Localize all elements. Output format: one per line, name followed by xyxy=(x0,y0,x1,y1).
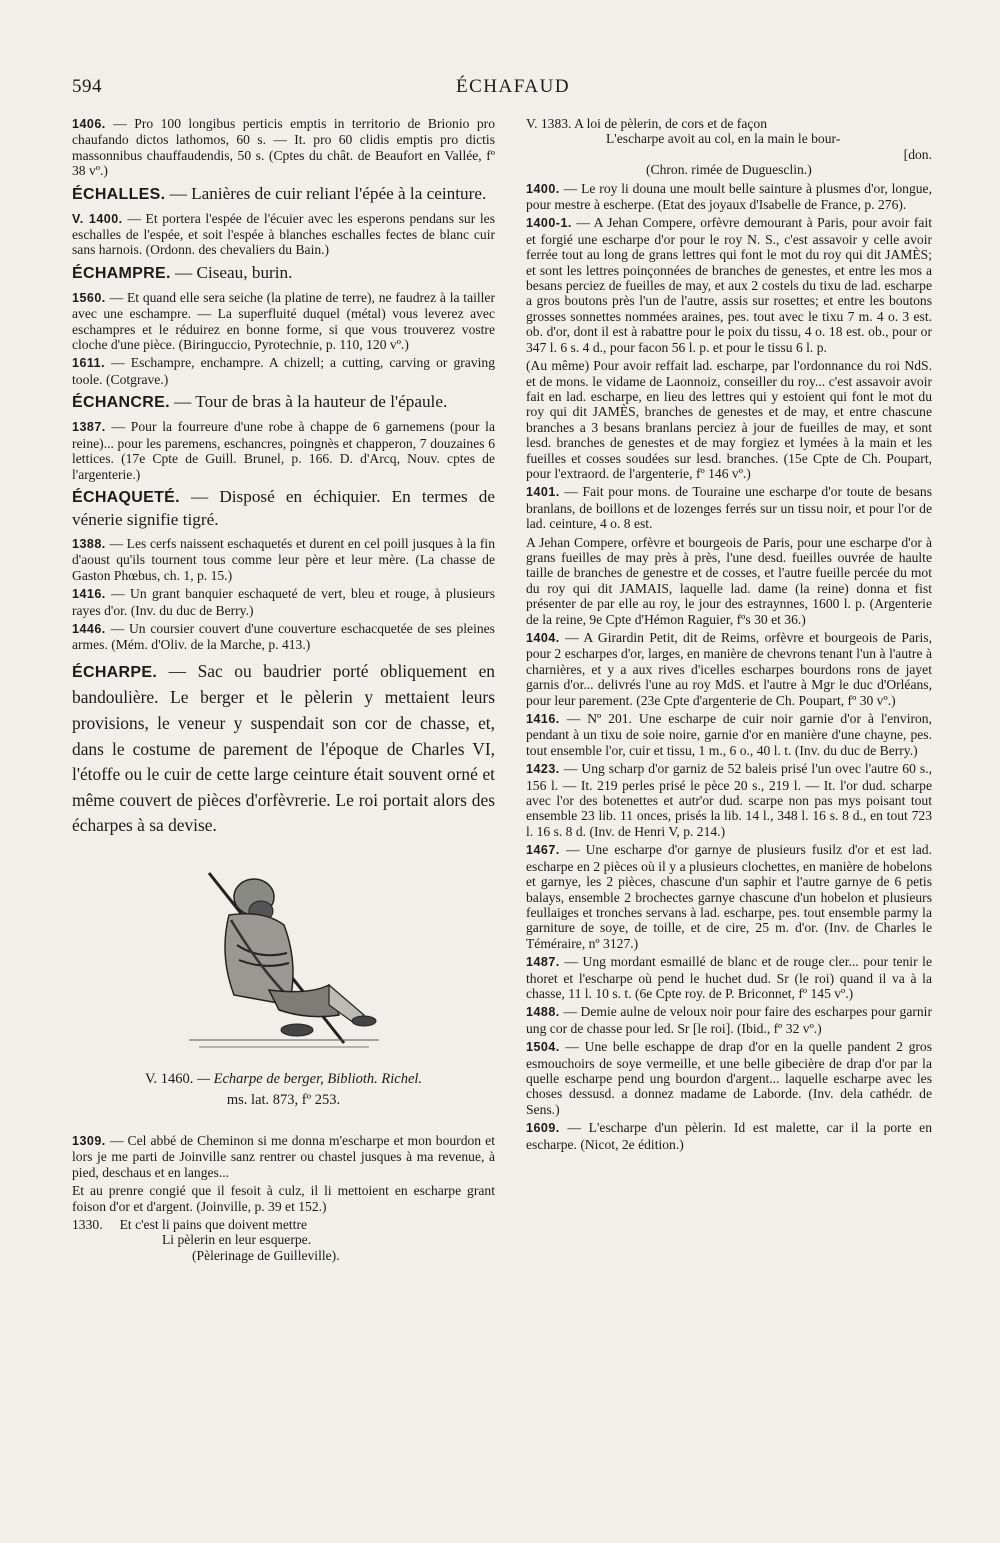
entry-text: — Fait pour mons. de Touraine une escharpe d'or toute de besans branlans, de boillons et de lozenges ferrés sur un tissu noir, et pour l'or de lad. ceinture, 4 o. 8 est. xyxy=(526,484,933,532)
entry-text: — Pour la fourreure d'une robe à chappe de 6 garnemens (pour la reine)... pour les paremens, eschancres, poingnès et chapperon, 7 douzaines 6 lettices. (17e Cpte de Guill. Brunel, p. 166. D. d'Arcq, Nouv. cptes de l'argenterie.) xyxy=(72,419,495,482)
entry-v1400 xyxy=(72,211,495,258)
entry-year: V. 1383. xyxy=(526,116,572,131)
page-number: 594 xyxy=(72,76,102,97)
verse-line: Li pèlerin en leur esquerpe. xyxy=(162,1232,312,1248)
left-column xyxy=(72,116,495,1266)
entry-1309 xyxy=(72,1133,495,1180)
entry-year: 1416. xyxy=(526,712,560,727)
headword-echarpe xyxy=(72,659,495,839)
entry-year: 1387. xyxy=(72,420,106,435)
entry-1488 xyxy=(526,1004,932,1036)
entry-1416-right xyxy=(526,711,932,758)
entry-year: V. 1400. xyxy=(72,211,123,226)
entry-1560 xyxy=(72,290,495,353)
entry-year: 1467. xyxy=(526,843,560,858)
entry-text: — A Jehan Compere, orfèvre demourant à Paris, pour avoir fait et forgié une escharpe d'or pour le roy N. S., c'est assavoir y celle avoir ferrée tout au long de grans lettres qui font le mot du roy qui dit JAMÈS; et sont les lettres poinçonnées de branches de genestes, et entre les mos a besans perciez de fueilles de may, et aux 2 costels du tixu de lad. escharpe a gros boutons près l'un de l'autre, assis sur rosettes; et entre les boutons grosses sonnettes nommées araines, pes. tout avec le tixu 7 m. 4 o. 3 est. ob. d'or, dont il est à rabattre pour le poix du tissu, 4 o. 18 est. ob., pour or 347 l. 6 s. 4 d., pour facon 56 l. p. et pour le tissu 6 l. p. xyxy=(526,215,932,355)
entry-year: 1309. xyxy=(72,1133,106,1148)
headword-definition: — Sac ou baudrier porté obliquement en bandoulière. Le berger et le pèlerin y mettaient leurs provisions, le veneur y suspendait son cor de chasse, et, dans le costume de parement de l'époque de Charles VI, l'étoffe ou le cuir de cette large ceinture était souvent orné et même couvert de pièces d'orfèvrerie. Le roi portait alors des écharpes à sa devise. xyxy=(72,660,495,836)
entry-1446 xyxy=(72,621,495,653)
entry-1401-continued xyxy=(526,535,932,627)
entry-text: — Eschampre, enchampre. A chizell; a cutting, carving or graving toole. (Cotgrave.) xyxy=(72,355,495,387)
entry-text: — Demie aulne de veloux noir pour faire des escharpes pour garnir ung cor de chasse pour led. Sr [le roi]. (Ibid., fº 32 vº.) xyxy=(526,1004,932,1036)
verse-line xyxy=(526,116,932,131)
entry-text: — Et portera l'espée de l'écuier avec les esperons pendans sur les eschalles de l'espée, et soit l'espée à blanches eschalles fectes de blanc cuir sans harnois. (Ordonn. des chevaliers du Bain.) xyxy=(72,210,495,258)
entry-1401 xyxy=(526,484,932,531)
verse-line: L'escharpe avoit au col, en la main le bour- xyxy=(606,131,841,147)
headword-echancre xyxy=(72,391,495,414)
entry-text: — Pro 100 longibus perticis emptis in territorio de Brionio pro chaufando dictos lathomos, 60 s. — It. pro 60 clidis emptis pro dictis massonnibus chauffaudendis, 50 s. (Cptes du chât. de Beaufort en Vallée, fº 38 vº.) xyxy=(72,116,495,179)
verse-source: (Pèlerinage de Guilleville). xyxy=(192,1247,340,1263)
headword-echampre xyxy=(72,262,495,285)
entry-text: — Une belle eschappe de drap d'or en la quelle pandent 2 gros esmouchoirs de soye vermeille, et une belle gibecière de drap d'or par la quelle escharpe pend ung bourdon d'argent... laquelle escharpe avec les choses dessusd. a donnez madame de Laborde. (Inv. dela cathédr. de Sens.) xyxy=(526,1039,932,1117)
shepherd-illustration xyxy=(72,865,495,1111)
entry-text: — Un coursier couvert d'une couverture eschacquetée de ses pleines armes. (Mém. d'Oliv. de la Marche, p. 413.) xyxy=(72,620,495,653)
headword-term: ÉCHANCRE. xyxy=(72,394,170,412)
headword-definition: — Lanières de cuir reliant l'épée à la ceinture. xyxy=(169,183,487,203)
entry-1404 xyxy=(526,630,932,708)
entry-text: — Ung mordant esmaillé de blanc et de rouge cler... pour tenir le thoret et l'escharpe où pend le huchet dud. Sr (le roi) quand il va à la chasse, 11 l. 10 s. t. (6e Cpte roy. de P. Briconnet, fº 145 vº.) xyxy=(526,954,932,1001)
caption-year: V. 1460. xyxy=(144,1070,194,1087)
headword-echalles xyxy=(72,183,495,206)
verse-line: [don. xyxy=(903,146,932,162)
entry-text: — Et quand elle sera seiche (la platine de terre), ne faudrez à la tailler avec une eschampre. — La superfluité duquel (métal) vous leverez avec eschampres et le réduirez en bonne forme, si que vous trouverez vostre cloche d'une pièce. (Biringuccio, Pyrotechnie, p. 110, 120 vº.) xyxy=(72,289,495,353)
entry-1423 xyxy=(526,761,932,839)
headword-definition: — Disposé en échiquier. En termes de vénerie signifie tigré. xyxy=(72,486,495,529)
entry-1400-1 xyxy=(526,215,932,355)
entry-year: 1609. xyxy=(526,1121,560,1136)
entry-text: — Le roy li douna une moult belle sainture à plusmes d'or, longue, pour mestre à escherpe. (Etat des joyaux d'Isabelle de France, p. 276). xyxy=(526,180,932,213)
entry-year: 1416. xyxy=(72,587,106,602)
entry-text: — L'escharpe d'un pèlerin. Id est malette, car il la porte en escharpe. (Nicot, 2e édition.) xyxy=(526,1120,932,1152)
entry-1611 xyxy=(72,355,495,387)
entry-text: — Une escharpe d'or garnye de plusieurs fusilz d'or et est lad. escharpe en 2 pièces où il y a plusieurs clochettes, en manière de hobelons et garnye, les 2 pièces, chascune d'un saphir et l'autre garnye de 6 petis balays, ensemble 2 brochectes garnye chascune d'un hobelon et plusieurs feullaiges et tronches servans à lad. escharpe, pes. tout ensemble parmy la garniture de soye, de toille, et de cire, 25 m. d'or. (Inv. de Charles le Téméraire, nº 3127.) xyxy=(526,842,932,951)
entry-text: Et au prenre congié que il fesoit à culz, il li mettoient en escharpe grant foison d'or et d'argent. (Joinville, p. 39 et 152.) xyxy=(72,1183,495,1214)
entry-year: 1423. xyxy=(526,762,560,777)
right-column xyxy=(526,116,932,1155)
verse-text: A loi de pèlerin, de cors et de façon xyxy=(574,116,767,131)
entry-1609 xyxy=(526,1120,932,1152)
entry-year: 1487. xyxy=(526,955,560,970)
entry-year: 1400-1. xyxy=(526,216,572,231)
entry-year: 1388. xyxy=(72,536,106,551)
entry-year: 1560. xyxy=(72,290,106,305)
entry-1388 xyxy=(72,536,495,583)
headword-term: ÉCHAQUETÉ. xyxy=(72,488,180,506)
entry-v1383 xyxy=(526,116,932,178)
caption-line-2: ms. lat. 873, fº 253. xyxy=(226,1091,341,1108)
shepherd-engraving xyxy=(179,865,389,1055)
entry-year: 1400. xyxy=(526,181,560,196)
entry-year: 1504. xyxy=(526,1040,560,1055)
entry-year: 1330. xyxy=(72,1216,103,1232)
entry-1504 xyxy=(526,1039,932,1117)
entry-year: 1404. xyxy=(526,631,560,645)
entry-year: 1611. xyxy=(72,356,106,371)
verse-line xyxy=(72,1217,495,1232)
entry-text: — Ung scharp d'or garniz de 52 baleis prisé l'un ovec l'autre 60 s., 156 l. — It. 219 perles prisé le pèce 20 s., 219 l. — It. l'or dud. scharpe avec l'or des botenettes et autr'or dud. scarpe non pas mys poisant tout ensemble 23 lib. 11 onces, prisés la lib. 14 l., 348 l. 16 s. 8 d., en tout 723 l. 16 s. 8 d. (Inv. de Henri V, p. 214.) xyxy=(526,761,932,839)
entry-text: — A Girardin Petit, dit de Reims, orfèvre et bourgeois de Paris, pour 2 escharpes d'or, larges, en manière de chevrons tenant l'un à l'autre à charnières, et y a aux rives d'icelles escharpes bourdons rons de jayet garnis d'or... delivrés l'une au roy MdS. et l'autre à Mgr le duc d'Orléans, pour leur parement. (23e Cpte d'argenterie de Ch. Poupart, fº 30 vº.) xyxy=(526,630,932,708)
headword-echaquete xyxy=(72,486,495,531)
entry-year: 1446. xyxy=(72,621,106,636)
entry-1330 xyxy=(72,1217,495,1263)
entry-1400 xyxy=(526,181,932,213)
entry-1416-left xyxy=(72,586,495,618)
headword-term: ÉCHARPE. xyxy=(72,663,158,681)
entry-text: — Nº 201. Une escharpe de cuir noir garnie d'or à l'environ, pendant à un tixu de soie noire, garnie d'or en manière d'une chayne, pes. tout ensemble l'or, cuir et tissu, 1 m., 6 o., 40 l. t. (Inv. du duc de Berry.) xyxy=(526,711,932,758)
entry-1406 xyxy=(72,116,495,179)
entry-1309-continued xyxy=(72,1183,495,1214)
headword-definition: — Tour de bras à la hauteur de l'épaule. xyxy=(174,392,448,412)
figure-caption xyxy=(72,1069,495,1111)
entry-text: A Jehan Compere, orfèvre et bourgeois de Paris, pour une escharpe d'or à grans fueilles de may près à près, l'une desd. fueilles ouvrée de haulte taille de branches de genestre et de cosses, et l'autre fueille percée du mot du roy qui dit JAMAIS, laquelle lad. dame (la reine) donna et fist présenter de par elle au roy, le jour des estraynnes, 1600 l. p. (Argenterie de la reine, 9e Cpte d'Hémon Raguier, fºs 30 et 36.) xyxy=(526,534,932,627)
entry-year: 1406. xyxy=(72,117,106,131)
headword-term: ÉCHALLES. xyxy=(72,185,166,203)
entry-1487 xyxy=(526,954,932,1001)
verse-text: Et c'est li pains que doivent mettre xyxy=(119,1216,308,1232)
entry-year: 1401. xyxy=(526,485,560,500)
entry-text: — Les cerfs naissent eschaquetés et durent en cel poill jusques à la fin d'aoust qu'ils tournent tous comme leur père et leur mère. (La chasse de Gaston Phœbus, ch. 1, p. 15.) xyxy=(72,535,495,583)
entry-text: (Au même) Pour avoir reffait lad. escharpe, par l'ordonnance du roi NdS. et de mons. le vidame de Laonnoiz, conseiller du roy... c'est assavoir avoir fait en lad. escharpe, en lieu des lettres qui y estoient qui font le mot du roy qui dit JAMÈS, branches de genestes et de may, et entre chascune branches a 3 besans branlans perciez à jour de fueilles de may, et sont lesd. branches de genestes et de may forgiez et lymées à la main et les fueilles et cosses soudées sur lesd. branches. (15e Cpte de Ch. Poupart, pour l'extraord. de l'argenterie, fº 146 vº.) xyxy=(526,358,932,481)
entry-text: — Un grant banquier eschaqueté de vert, bleu et rouge, à plusieurs rayes d'or. (Inv. du duc de Berry.) xyxy=(72,586,495,618)
headword-term: ÉCHAMPRE. xyxy=(72,264,171,282)
entry-1467 xyxy=(526,842,932,951)
entry-1387 xyxy=(72,419,495,482)
entry-1400-1-continued xyxy=(526,358,932,481)
entry-year: 1488. xyxy=(526,1005,560,1020)
headword-definition: — Ciseau, burin. xyxy=(175,262,293,282)
caption-line-1: — Echarpe de berger, Biblioth. Richel. xyxy=(197,1070,423,1087)
entry-text: — Cel abbé de Cheminon si me donna m'escharpe et mon bourdon et lors je me parti de Joinville sanz rentrer ou chastel jusques à ma revenue, à pied, deschaus et en langes... xyxy=(72,1132,495,1180)
running-head: ÉCHAFAUD xyxy=(456,76,571,97)
verse-source: (Chron. rimée de Duguesclin.) xyxy=(646,162,812,178)
